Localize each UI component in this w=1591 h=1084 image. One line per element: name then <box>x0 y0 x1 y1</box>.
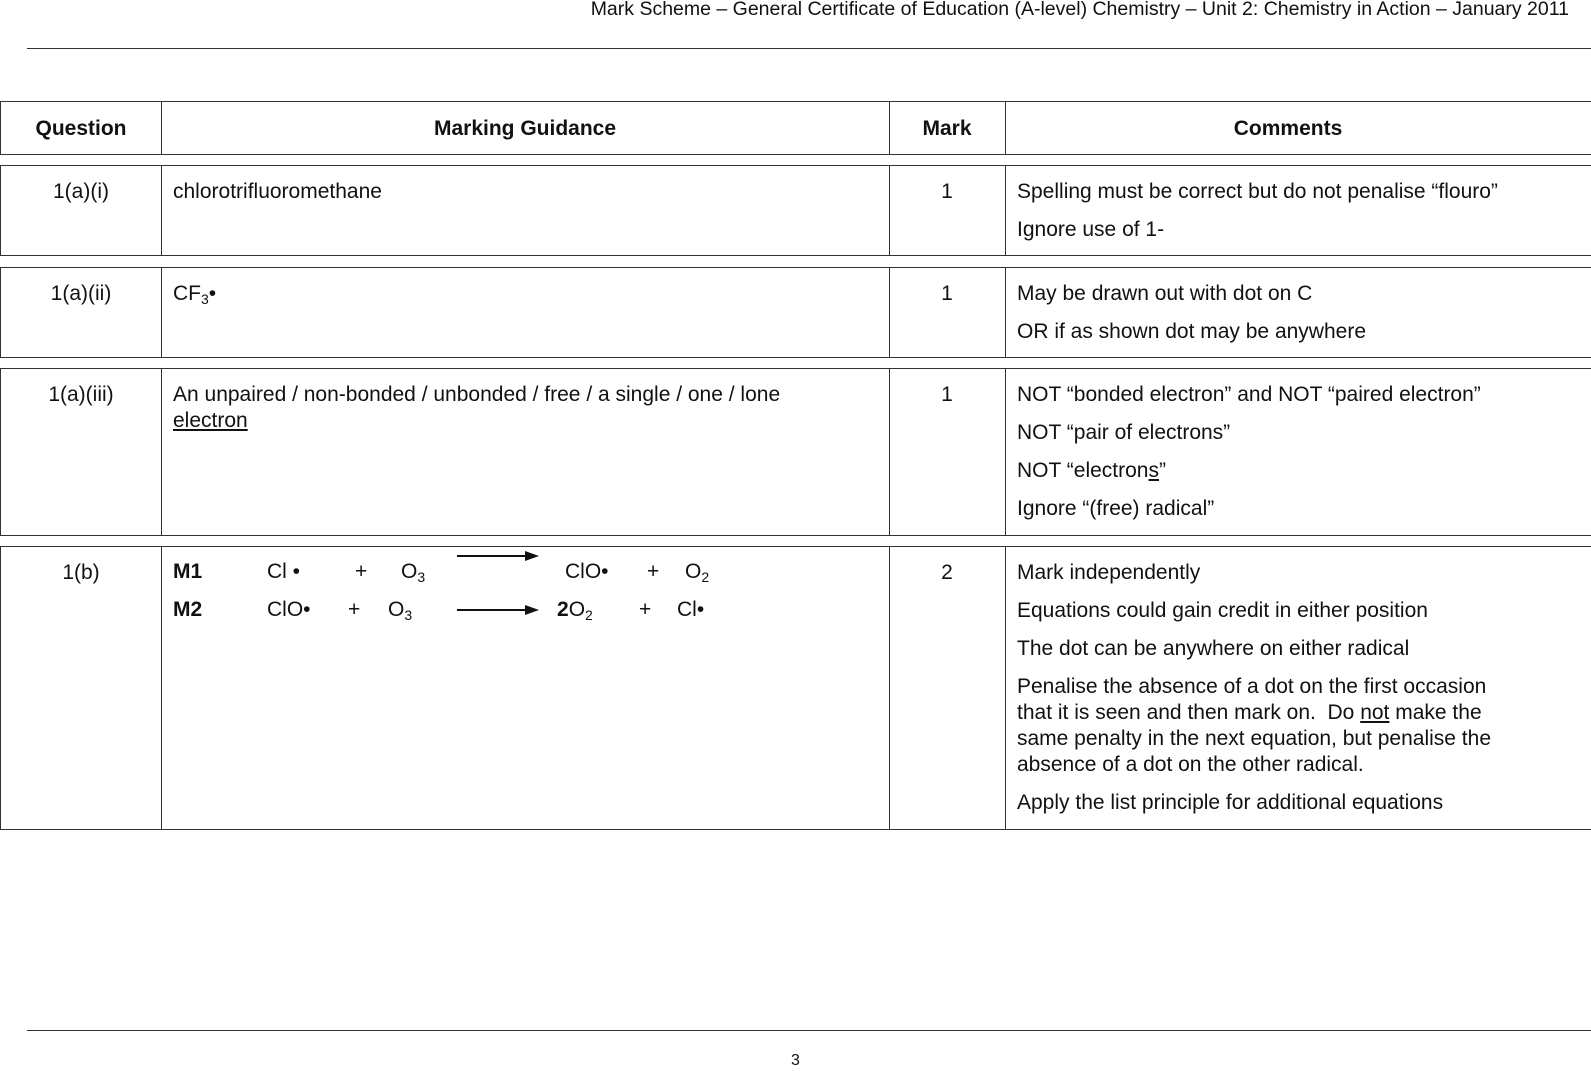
formula-subscript: 3 <box>417 569 426 585</box>
comment-text: ” <box>1159 459 1166 482</box>
product <box>685 560 709 584</box>
marking-guidance: chlorotrifluoromethane <box>173 180 382 203</box>
column-divider <box>161 547 162 829</box>
comment-line: NOT “pair of electrons” <box>1017 421 1231 444</box>
column-header-comments: Comments <box>1233 117 1343 140</box>
comments <box>1017 179 1577 255</box>
comment-line <box>1017 458 1577 484</box>
product: Cl• <box>677 598 705 621</box>
comment-line: absence of a dot on the other radical. <box>1017 753 1364 776</box>
column-divider <box>1005 268 1006 357</box>
column-header-mark: Mark <box>922 117 972 140</box>
comment-underlined: s <box>1148 459 1159 482</box>
comment-line: same penalty in the next equation, but penalise the <box>1017 727 1491 750</box>
formula: CF <box>173 282 201 305</box>
comment-line: OR if as shown dot may be anywhere <box>1017 320 1367 343</box>
product <box>557 598 593 622</box>
comment-underlined: not <box>1360 701 1390 724</box>
plus-sign: + <box>348 598 361 621</box>
question-number: 1(a)(i) <box>53 180 109 203</box>
guidance-line-underlined: electron <box>173 409 248 432</box>
formula: O <box>685 560 702 583</box>
document-header: Mark Scheme – General Certificate of Education (A-level) Chemistry – Unit 2: Chemistry in Action – January 2011 <box>590 0 1569 20</box>
comment-line: May be drawn out with dot on C <box>1017 282 1313 305</box>
comments <box>1017 560 1577 828</box>
comment-text: NOT “electron <box>1017 459 1149 482</box>
column-header-marking-guidance: Marking Guidance <box>433 117 617 140</box>
equation-m1 <box>173 560 893 590</box>
column-divider <box>161 369 162 535</box>
guidance-line: An unpaired / non-bonded / unbonded / free / a single / one / lone <box>173 383 781 406</box>
comment-line: NOT “bonded electron” and NOT “paired electron” <box>1017 383 1481 406</box>
column-divider <box>161 166 162 255</box>
comment-line: Ignore use of 1- <box>1017 218 1165 241</box>
mark-value: 1 <box>941 180 953 203</box>
equation-m2 <box>173 598 893 628</box>
column-divider <box>1005 166 1006 255</box>
column-divider <box>1005 369 1006 535</box>
comment-text: make the <box>1389 701 1482 724</box>
reactant <box>401 560 425 584</box>
comment-line <box>1017 700 1577 726</box>
reaction-arrow-icon <box>457 546 539 566</box>
formula-subscript: 2 <box>701 569 710 585</box>
comment-text: that it is seen and then mark on. Do <box>1017 701 1361 724</box>
formula-subscript: 3 <box>404 607 413 623</box>
table-row <box>0 546 1591 830</box>
coefficient: 2 <box>557 598 569 621</box>
reactant: ClO• <box>267 598 311 621</box>
column-divider <box>1005 547 1006 829</box>
product: ClO• <box>565 560 609 583</box>
comment-line: Equations could gain credit in either position <box>1017 599 1428 622</box>
comment-line: Apply the list principle for additional equations <box>1017 791 1444 814</box>
mark-value: 1 <box>941 282 953 305</box>
column-header-question: Question <box>35 117 127 140</box>
comment-line: Mark independently <box>1017 561 1201 584</box>
comment-paragraph <box>1017 674 1577 778</box>
radical-dot: • <box>208 282 217 305</box>
reaction-arrow-icon <box>457 600 539 620</box>
formula: O <box>401 560 418 583</box>
formula: O <box>388 598 405 621</box>
marking-guidance <box>173 281 216 307</box>
footer-divider <box>27 1030 1591 1031</box>
formula-subscript: 2 <box>585 607 593 623</box>
comment-line: Ignore “(free) radical” <box>1017 497 1215 520</box>
formula: O <box>568 598 586 621</box>
comment-line: Penalise the absence of a dot on the first occasion <box>1017 675 1487 698</box>
equation-label: M2 <box>173 598 203 621</box>
plus-sign: + <box>355 560 368 583</box>
comment-line: The dot can be anywhere on either radical <box>1017 637 1410 660</box>
mark-value: 2 <box>941 561 953 584</box>
comments <box>1017 281 1577 357</box>
reactant: Cl • <box>267 560 301 583</box>
formula-subscript: 3 <box>201 291 209 307</box>
page-number: 3 <box>791 1052 800 1069</box>
column-divider <box>161 268 162 357</box>
comment-line: Spelling must be correct but do not penalise “flouro” <box>1017 180 1498 203</box>
plus-sign: + <box>639 598 652 621</box>
table-row <box>0 368 1591 536</box>
header-divider <box>27 48 1591 49</box>
question-number: 1(a)(iii) <box>48 383 114 406</box>
plus-sign: + <box>647 560 660 583</box>
table-row <box>0 165 1591 256</box>
table-row <box>0 267 1591 358</box>
question-number: 1(b) <box>62 561 100 584</box>
mark-value: 1 <box>941 383 953 406</box>
comments <box>1017 382 1577 534</box>
table-header-row <box>0 101 1591 155</box>
reactant <box>388 598 412 622</box>
question-number: 1(a)(ii) <box>50 282 112 305</box>
marking-guidance <box>173 382 873 434</box>
equation-label: M1 <box>173 560 203 583</box>
